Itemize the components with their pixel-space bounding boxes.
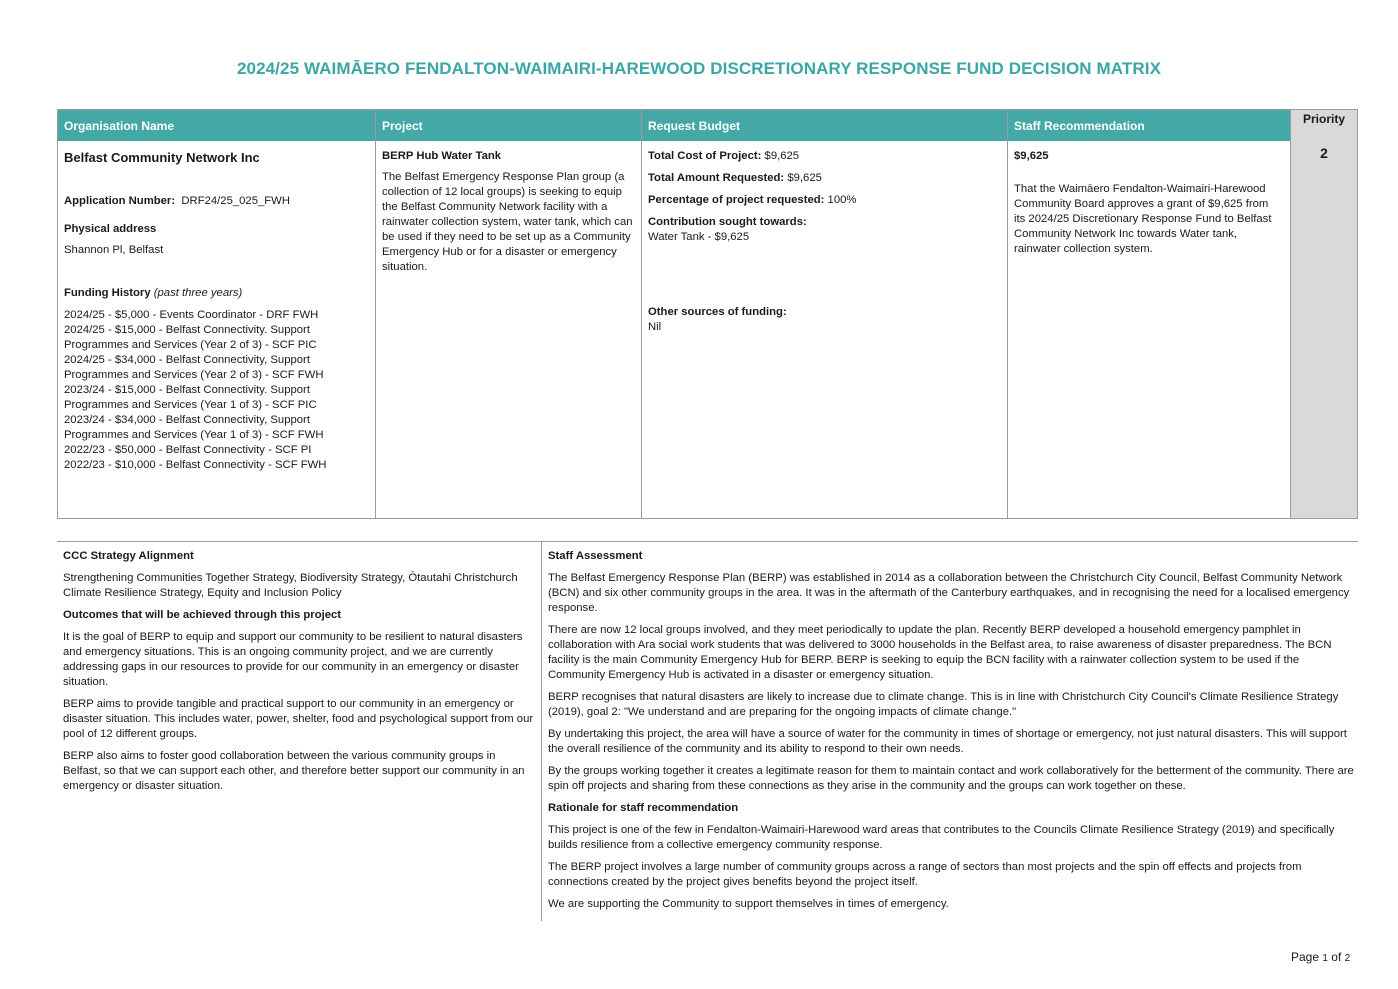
rationale-paragraph: The BERP project involves a large number of community groups across a range of sectors than most projects and the spin off effects and projects from connections created by the project gives benefits beyond the project itself. — [548, 861, 1302, 888]
address-label: Physical address — [64, 223, 157, 235]
organisation-header: Organisation Name — [58, 110, 375, 141]
outcome-paragraph: It is the goal of BERP to equip and support our community to be resilient to natural disasters and emergency situations. This is an ongoing community project, and we are currently addressing gaps in our resources to provide for our community in an emergency or disaster situation. — [63, 631, 523, 688]
total-requested-label: Total Amount Requested: — [648, 172, 785, 184]
section-divider — [57, 541, 1358, 542]
rationale-paragraph: This project is one of the few in Fendalton-Waimairi-Harewood ward areas that contributes to the Councils Climate Resilience Strategy (2019) and specifically builds resilience from a collective emergency community response. — [548, 824, 1335, 851]
project-description: The Belfast Emergency Response Plan group (a collection of 12 local groups) is seeking to equip the Belfast Community Network facility with a rainwater collection system, water tank, which can be used if they need to be set up as a Community Emergency Hub or for a disaster or emergency situation. — [382, 171, 633, 273]
total-requested-row — [648, 171, 1001, 186]
funding-history-item: 2023/24 - $34,000 - Belfast Connectivity, Support Programmes and Services (Year 1 of 3) - SCF FWH — [64, 414, 324, 441]
application-number-row — [64, 194, 369, 209]
funding-history-item: 2022/23 - $10,000 - Belfast Connectivity - SCF FWH — [64, 459, 327, 471]
percentage-value: 100% — [827, 194, 857, 206]
priority-column — [1291, 110, 1357, 518]
page-number — [1291, 950, 1350, 964]
other-funding-label: Other sources of funding: — [648, 306, 787, 318]
other-funding-value: Nil — [648, 321, 662, 333]
staff-assessment-section — [548, 549, 1354, 919]
page-prefix: Page — [1291, 950, 1320, 964]
outcome-paragraph: BERP aims to provide tangible and practical support to our community in an emergency or disaster situation. This includes water, power, shelter, food and psychological support from our pool of 12 different groups. — [63, 698, 534, 740]
contribution-value: Water Tank - $9,625 — [648, 231, 750, 243]
strategy-alignment-text: Strengthening Communities Together Strategy, Biodiversity Strategy, Ōtautahi Christchurch Climate Resilience Strategy, Equity and Inclusion Policy — [63, 572, 518, 599]
project-name: BERP Hub Water Tank — [382, 150, 502, 162]
assessment-paragraph: By undertaking this project, the area will have a source of water for the community in times of shortage or emergency, not just natural disasters. This will support the overall resilience of the community and its ability to respond to their own needs. — [548, 728, 1347, 755]
total-cost-row — [648, 149, 1001, 164]
total-cost-label: Total Cost of Project: — [648, 150, 762, 162]
decision-matrix-table — [57, 109, 1358, 519]
priority-value: 2 — [1320, 145, 1328, 161]
budget-column — [642, 110, 1008, 518]
staff-assessment-heading: Staff Assessment — [548, 550, 643, 562]
total-cost-value: $9,625 — [764, 150, 800, 162]
application-number: DRF24/25_025_FWH — [181, 195, 290, 207]
total-requested-value: $9,625 — [787, 172, 822, 184]
assessment-paragraph: The Belfast Emergency Response Plan (BERP) was established in 2014 as a collaboration between the Christchurch City Council, Belfast Community Network (BCN) and six other community groups in the area. It was in the aftermath of the Canterbury earthquakes, and in recognising the need for a localised emergency response. — [548, 572, 1350, 614]
funding-history-item: 2023/24 - $15,000 - Belfast Connectivity. Support Programmes and Services (Year 1 of 3) - SCF PIC — [64, 384, 317, 411]
page-current: 1 — [1322, 953, 1328, 964]
percentage-row — [648, 193, 1001, 208]
outcome-paragraph: BERP also aims to foster good collaboration between the various community groups in Belfast, so that we can support each other, and therefore better support our community in an emergency or disaster situation. — [63, 750, 525, 792]
address-value: Shannon Pl, Belfast — [64, 244, 164, 256]
rationale-paragraph: We are supporting the Community to support themselves in times of emergency. — [548, 898, 949, 910]
rationale-heading: Rationale for staff recommendation — [548, 802, 739, 814]
funding-history-heading — [64, 286, 369, 301]
page-of: of — [1331, 950, 1342, 964]
funding-history-list — [64, 308, 339, 473]
page-title: 2024/25 WAIMĀERO FENDALTON-WAIMAIRI-HAREWOOD DISCRETIONARY RESPONSE FUND DECISION MATRIX — [236, 59, 1162, 78]
strategy-alignment-section — [63, 549, 535, 801]
recommended-amount: $9,625 — [1014, 150, 1049, 162]
assessment-paragraph: There are now 12 local groups involved, and they meet periodically to update the plan. Recently BERP developed a household emergency pamphlet in collaboration with Ara social work students that was delivered to 3000 households in the Belfast area, to raise awareness of disaster preparedness. The BCN facility is the main Community Emergency Hub for BERP. BERP is seeking to equip the BCN facility with a rainwater collection system to be used if the Community Emergency Hub is activated in a disaster or emergency situation. — [548, 624, 1332, 681]
organisation-column — [58, 110, 376, 518]
percentage-label: Percentage of project requested: — [648, 194, 825, 206]
funding-history-item: 2024/25 - $5,000 - Events Coordinator - DRF FWH — [64, 309, 319, 321]
project-header: Project — [376, 110, 641, 141]
funding-history-item: 2024/25 - $15,000 - Belfast Connectivity. Support Programmes and Services (Year 2 of 3) - SCF PIC — [64, 324, 317, 351]
assessment-paragraph: BERP recognises that natural disasters are likely to increase due to climate change. This is in line with Christchurch City Council's Climate Resilience Strategy (2019), goal 2: "We understand and are preparing for the ongoing impacts of climate change." — [548, 691, 1339, 718]
column-divider — [541, 541, 542, 921]
organisation-name: Belfast Community Network Inc — [64, 150, 260, 165]
staff-recommendation-header: Staff Recommendation — [1008, 110, 1290, 141]
funding-history-item: 2022/23 - $50,000 - Belfast Connectivity - SCF PI — [64, 444, 312, 456]
outcomes-heading: Outcomes that will be achieved through this project — [63, 609, 342, 621]
assessment-paragraph: By the groups working together it creates a legitimate reason for them to maintain contact and work collaboratively for the betterment of the community. There are spin off projects and sharing from these connections as they arise in the community and the groups can work together on these. — [548, 765, 1354, 792]
contribution-label: Contribution sought towards: — [648, 216, 807, 228]
application-number-label: Application Number: — [64, 195, 176, 207]
priority-header: Priority — [1291, 110, 1357, 141]
project-column — [376, 110, 642, 518]
staff-recommendation-column — [1008, 110, 1291, 518]
funding-history-item: 2024/25 - $34,000 - Belfast Connectivity, Support Programmes and Services (Year 2 of 3) - SCF FWH — [64, 354, 324, 381]
funding-history-label: Funding History — [64, 287, 151, 299]
strategy-alignment-heading: CCC Strategy Alignment — [63, 550, 194, 562]
page-total: 2 — [1344, 953, 1351, 964]
funding-history-note: (past three years) — [153, 287, 243, 299]
budget-header: Request Budget — [642, 110, 1007, 141]
recommendation-text: That the Waimāero Fendalton-Waimairi-Harewood Community Board approves a grant of $9,625 from its 2024/25 Discretionary Response Fund to Belfast Community Network Inc towards Water tank, rainwater collection system. — [1014, 183, 1272, 255]
